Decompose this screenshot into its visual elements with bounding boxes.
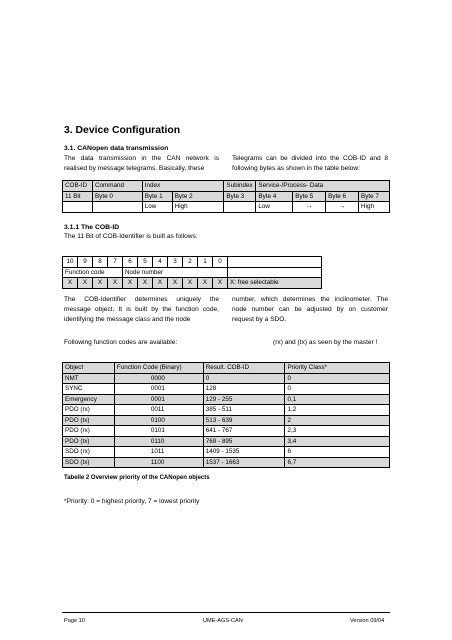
table-cell: Low (256, 202, 293, 213)
bit-cell: 3 (168, 257, 183, 268)
x-cell: X (153, 278, 168, 289)
table-cell: PDO (rx) (63, 405, 115, 416)
cob-order-row (63, 202, 390, 213)
table-cell: 2,3 (285, 426, 390, 437)
table-cell: COB-ID (63, 181, 93, 192)
cobid-description-right: number, which determines the inclinometer. The node number can be adjusted by on customer request by a SDO. (232, 296, 388, 323)
bit-cell: 2 (183, 257, 198, 268)
bit-cell-empty (228, 267, 322, 278)
free-selectable-note: X: free selectable (228, 278, 322, 289)
bit-cell: 6 (123, 257, 138, 268)
x-cell: X (138, 278, 153, 289)
table-cell: Byte 3 (224, 191, 256, 202)
table-cell: 0,1 (285, 394, 390, 405)
table-cell: Byte 4 (256, 191, 293, 202)
x-cell: X (63, 278, 78, 289)
table-cell: Byte 1 (142, 191, 172, 202)
x-cell: X (123, 278, 138, 289)
bits-number-row (63, 257, 322, 268)
x-cell: X (108, 278, 123, 289)
table-row (63, 394, 390, 405)
table-cell: Index (142, 181, 224, 192)
bit-cell: 10 (63, 257, 78, 268)
table-cell: PDO (tx) (63, 415, 115, 426)
table-row (63, 457, 390, 468)
table-cell: 6 (285, 447, 390, 458)
table-cell: PDO (rx) (63, 426, 115, 437)
table-cell (92, 202, 142, 213)
subsection-title: 3.1. CANopen data transmission (64, 145, 169, 152)
footer-version: Version 09/04 (350, 618, 385, 624)
table-cell: 11 Bit (63, 191, 93, 202)
cobid-text: The 11 Bit of COB-Identifier is built as follows: (64, 233, 198, 240)
table-cell: 6,7 (285, 457, 390, 468)
x-cell: X (183, 278, 198, 289)
function-table-body (63, 373, 390, 468)
table-cell: High (172, 202, 224, 213)
table-cell: Command (92, 181, 142, 192)
table-cell: 0000 (114, 373, 203, 384)
table-row (63, 384, 390, 395)
table-cell: SDO (tx) (63, 457, 115, 468)
priority-footnote: *Priority: 0 = highest priority, 7 = lowest priority (64, 498, 200, 505)
table-cell: 0110 (114, 436, 203, 447)
table-cell: 769 - 895 (203, 436, 285, 447)
table-cell: 1409 - 1535 (203, 447, 285, 458)
table-cell: Emergency (63, 394, 115, 405)
table-cell: → (293, 202, 326, 213)
footer-page: Page 10 (64, 618, 85, 624)
table-cell: 3,4 (285, 436, 390, 447)
table-cell: 641 - 767 (203, 426, 285, 437)
rx-tx-note: (rx) and (tx) as seen by the master ! (273, 339, 378, 346)
cobid-description-left: The COB-Identifier determines uniquely the message object. It is built by the function code, identifying the message class and the node (64, 296, 219, 323)
table-cell: Byte 6 (326, 191, 359, 202)
column-header: Priority Class* (285, 363, 390, 374)
table-cell: 129 - 255 (203, 394, 285, 405)
cobid-title: 3.1.1 The COB-ID (64, 224, 120, 231)
bit-cell: 1 (198, 257, 213, 268)
table-row (63, 426, 390, 437)
cob-bytes-row (63, 191, 390, 202)
table-cell: → (326, 202, 359, 213)
table-cell: 1100 (114, 457, 203, 468)
table-cell: 1,2 (285, 405, 390, 416)
table-cell: 0 (285, 384, 390, 395)
footer-document-id: UME-AGS-CAN (203, 618, 243, 624)
bit-cell: 0 (213, 257, 228, 268)
cob-header-row (63, 181, 390, 192)
x-cell: X (93, 278, 108, 289)
function-code-label: Function code (63, 267, 123, 278)
table-cell: High (359, 202, 390, 213)
table-row (63, 373, 390, 384)
x-cell: X (213, 278, 228, 289)
table-cell: Service-/Process- Data (256, 181, 390, 192)
table-row (63, 405, 390, 416)
bit-cell: 5 (138, 257, 153, 268)
table-cell (63, 202, 93, 213)
table-cell: 0011 (114, 405, 203, 416)
table-cell: 0 (203, 373, 285, 384)
table-cell: 0001 (114, 384, 203, 395)
node-number-label: Node number (123, 267, 228, 278)
cobid-bits-table (62, 256, 322, 289)
table-cell: 513 - 639 (203, 415, 285, 426)
function-code-table (62, 362, 390, 468)
table-cell: 128 (203, 384, 285, 395)
following-codes-text: Following function codes are available: (64, 339, 178, 346)
table-cell: Low (142, 202, 172, 213)
table-row (63, 436, 390, 447)
table-cell: PDO (tx) (63, 436, 115, 447)
bit-cell: 9 (78, 257, 93, 268)
column-header: Result. COB-ID (203, 363, 285, 374)
table-cell (224, 202, 256, 213)
table-cell: 1537 - 1663 (203, 457, 285, 468)
table-cell: 0 (285, 373, 390, 384)
table-cell: Byte 5 (293, 191, 326, 202)
table-cell: 0100 (114, 415, 203, 426)
table-cell: NMT (63, 373, 115, 384)
table-row (63, 415, 390, 426)
x-cell: X (168, 278, 183, 289)
table-row (63, 447, 390, 458)
table-caption: Tabelle 2 Overview priority of the CANopen objects (64, 475, 210, 481)
footer-divider (62, 612, 390, 613)
bits-group-row (63, 267, 322, 278)
bit-cell-empty (228, 257, 322, 268)
table-cell: 0101 (114, 426, 203, 437)
cob-structure-table (62, 180, 390, 213)
x-cell: X (78, 278, 93, 289)
table-cell: 0001 (114, 394, 203, 405)
table-cell: Byte 0 (92, 191, 142, 202)
table-cell: SDO (rx) (63, 447, 115, 458)
column-header: Object (63, 363, 115, 374)
table-cell: 1011 (114, 447, 203, 458)
bit-cell: 7 (108, 257, 123, 268)
table-cell: Byte 2 (172, 191, 224, 202)
function-table-header (63, 363, 390, 374)
column-header: Function Code (Binary) (114, 363, 203, 374)
table-cell: Byte 7 (359, 191, 390, 202)
section-title: 3. Device Configuration (64, 125, 181, 136)
x-cell: X (198, 278, 213, 289)
bit-cell: 4 (153, 257, 168, 268)
bits-x-row (63, 278, 322, 289)
intro-text-left: The data transmission in the CAN network is realised by message telegrams. Basically, these (64, 155, 219, 172)
table-cell: 385 - 511 (203, 405, 285, 416)
table-cell: SYNC (63, 384, 115, 395)
intro-text-right: Telegrams can be divided into the COB-ID and 8 following bytes as shown in the table below: (232, 155, 388, 172)
bit-cell: 8 (93, 257, 108, 268)
table-cell: 2 (285, 415, 390, 426)
table-cell: Subindex (224, 181, 256, 192)
